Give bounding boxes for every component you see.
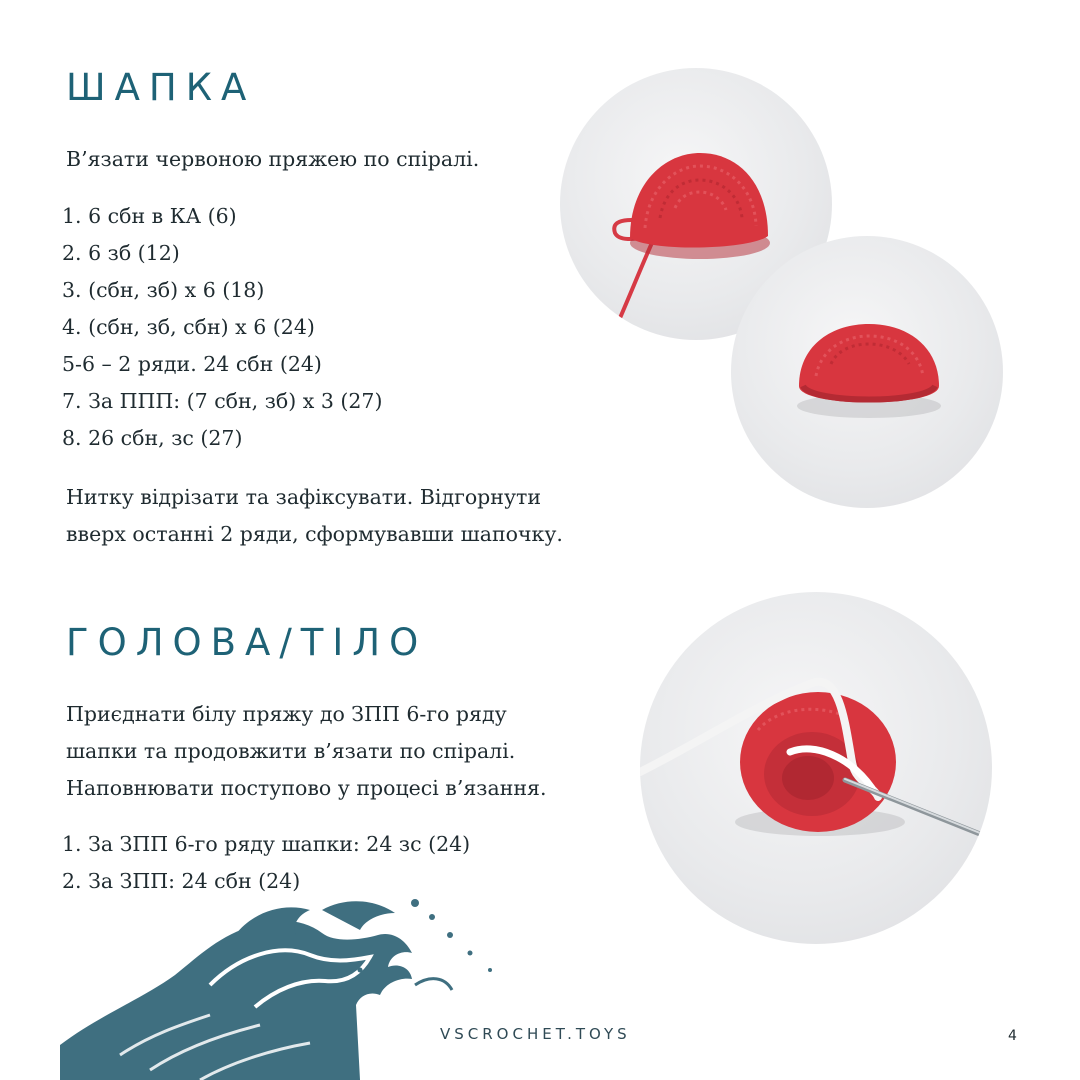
- list-item: 3. (сбн, зб) х 6 (18): [62, 278, 265, 302]
- list-item: 2. 6 зб (12): [62, 241, 180, 265]
- list-item: 5-6 – 2 ряди. 24 сбн (24): [62, 352, 322, 376]
- section-title-head-body: ГОЛОВА/ТІЛО: [66, 621, 428, 664]
- crochet-body-photo: [640, 592, 992, 944]
- list-item: 1. 6 сбн в КА (6): [62, 204, 237, 228]
- section-title-cap: ШАПКА: [66, 66, 256, 109]
- list-item: 1. За ЗПП 6-го ряду шапки: 24 зс (24): [62, 832, 471, 856]
- wave-illustration: [60, 895, 540, 1080]
- list-item: 2. За ЗПП: 24 сбн (24): [62, 869, 301, 893]
- head-body-intro-line-2: шапки та продовжити в’язати по спіралі.: [66, 739, 516, 763]
- head-body-steps-list: [62, 826, 470, 900]
- cap-intro: В’язати червоною пряжею по спіралі.: [66, 147, 480, 171]
- cap-note-line-1: Нитку відрізати та зафіксувати. Відгорнути: [66, 485, 542, 509]
- brand-label: VSCROCHET.TOYS: [440, 1025, 631, 1043]
- head-body-intro-line-3: Наповнювати поступово у процесі в’язання.: [66, 776, 547, 800]
- head-body-intro-line-1: Приєднати білу пряжу до ЗПП 6-го ряду: [66, 702, 507, 726]
- page-number: 4: [1008, 1028, 1017, 1044]
- list-item: 8. 26 сбн, зс (27): [62, 426, 243, 450]
- cap-steps-list: [62, 198, 382, 457]
- crochet-cap-photo-side: [731, 236, 1003, 508]
- list-item: 4. (сбн, зб, сбн) х 6 (24): [62, 315, 315, 339]
- list-item: 7. За ППП: (7 сбн, зб) х 3 (27): [62, 389, 383, 413]
- cap-note-line-2: вверх останні 2 ряди, сформувавши шапочку.: [66, 522, 563, 546]
